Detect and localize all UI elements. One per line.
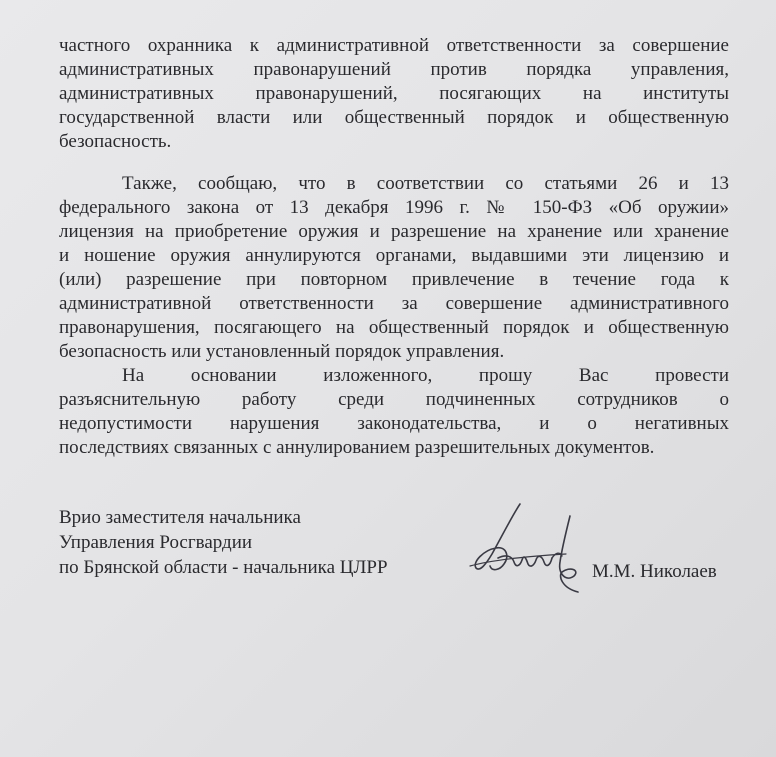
body-line: административной ответственности за совершение административного bbox=[59, 293, 729, 314]
body-line: административных правонарушений, посягающих на институты bbox=[59, 83, 729, 104]
body-line: лицензия на приобретение оружия и разрешение на хранение или хранение bbox=[59, 221, 729, 242]
body-line: административных правонарушений против порядка управления, bbox=[59, 59, 729, 80]
signatory-title-line-1: Врио заместителя начальника bbox=[59, 507, 301, 528]
signatory-name: М.М. Николаев bbox=[592, 561, 717, 582]
body-line: разъяснительную работу среди подчиненных сотрудников о bbox=[59, 389, 729, 410]
body-line: На основании изложенного, прошу Вас провести bbox=[122, 365, 729, 386]
body-line: (или) разрешение при повторном привлечение в течение года к bbox=[59, 269, 729, 290]
body-line: последствиях связанных с аннулированием разрешительных документов. bbox=[59, 437, 655, 458]
handwritten-signature bbox=[462, 496, 592, 596]
body-line: безопасность. bbox=[59, 131, 172, 152]
body-line: правонарушения, посягающего на общественный порядок и общественную bbox=[59, 317, 729, 338]
body-line: федерального закона от 13 декабря 1996 г. № 150-ФЗ «Об оружии» bbox=[59, 197, 729, 218]
body-line: частного охранника к административной ответственности за совершение bbox=[59, 35, 729, 56]
body-line: безопасность или установленный порядок управления. bbox=[59, 341, 505, 362]
body-line: недопустимости нарушения законодательства, и о негативных bbox=[59, 413, 729, 434]
body-line: и ношение оружия аннулируются органами, выдавшими эти лицензию и bbox=[59, 245, 729, 266]
signatory-title-line-2: Управления Росгвардии bbox=[59, 532, 253, 553]
body-line: государственной власти или общественный порядок и общественную bbox=[59, 107, 729, 128]
body-line: Также, сообщаю, что в соответствии со статьями 26 и 13 bbox=[122, 173, 729, 194]
signatory-title-line-3: по Брянской области - начальника ЦЛРР bbox=[59, 557, 388, 578]
